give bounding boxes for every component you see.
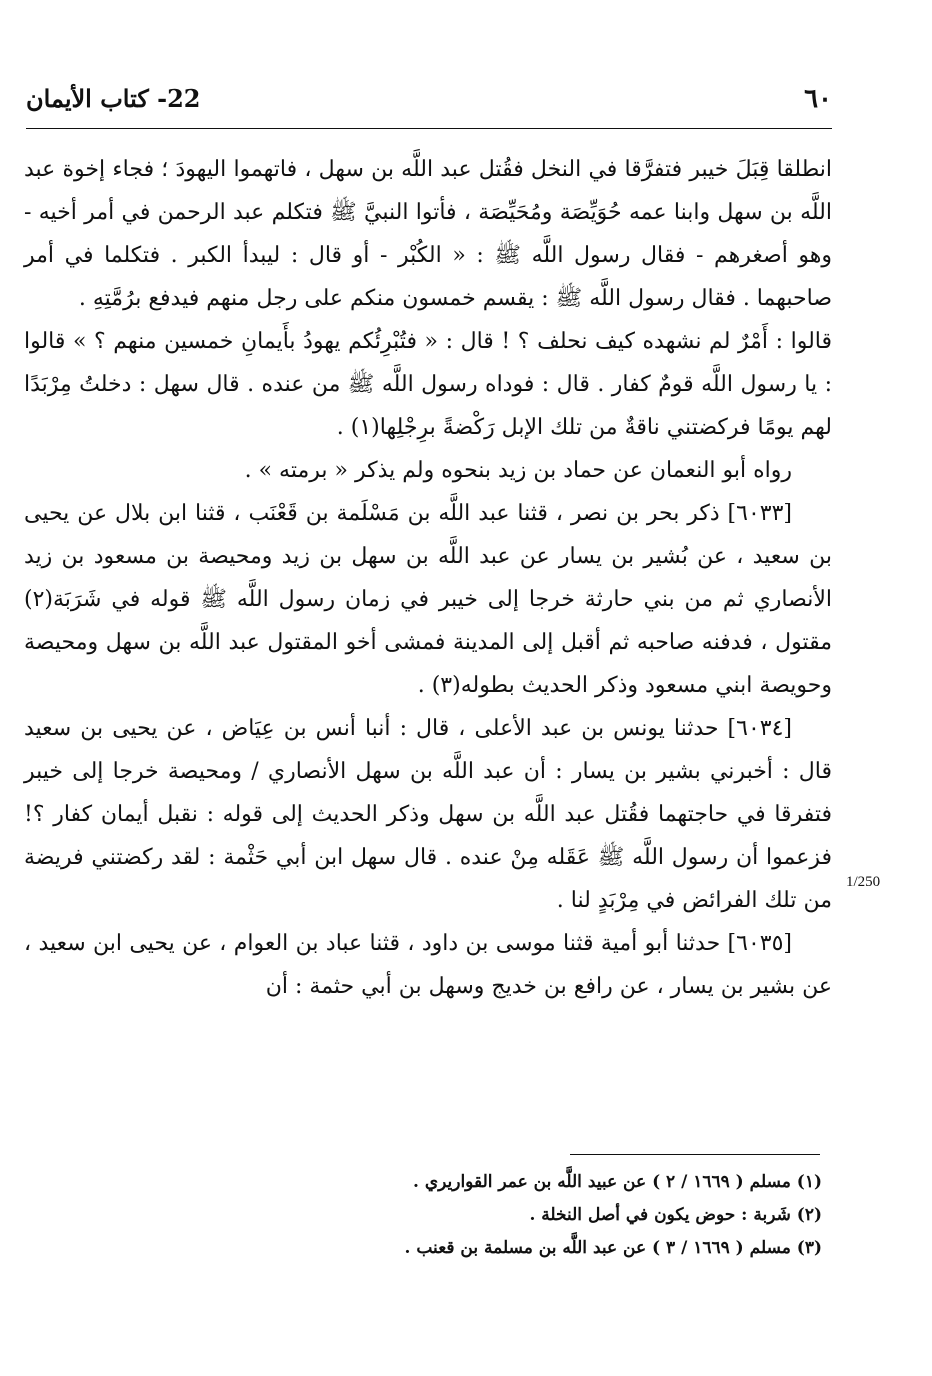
footnote-1: (١) مسلم ( ١٦٦٩ / ٢ ) عن عبيد اللَّه بن عمر القواريري . <box>413 1172 822 1192</box>
hadith-6034: [٦٠٣٤] حدثنا يونس بن عبد الأعلى ، قال : أنبا أنس بن عِيَاض ، عن يحيى بن سعيد قال : أخبرني بشير بن يسار : أن عبد اللَّه بن سهل الأنصاري / ومحيصة خرجا إلى خيبر فتفرقا في حاجتهما فقُتل عبد اللَّه بن سهل وذكر الحديث إلى قوله : نقبل أيمان كفار ؟! فزعموا أن رسول اللَّه ﷺ عَقَله مِنْ عنده . قال سهل ابن أبي حَثْمة : لقد ركضتني فريضة من تلك الفرائض في مِرْبَدٍ لنا . <box>24 716 832 913</box>
footnotes <box>300 1166 822 1265</box>
footnote-divider <box>570 1154 820 1155</box>
paragraph-2: قالوا : أَمْرٌ لم نشهده كيف نحلف ؟ ! قال : « فتُبْرِئُكم يهودُ بأَيمانِ خمسين منهم ؟ » قالوا : يا رسول اللَّه قومٌ كفار . قال : فوداه رسول اللَّه ﷺ من عنده . قال سهل : دخلتُ مِرْبَدًا لهم يومًا فركضتني ناقةٌ من تلك الإبل رَكْضةً برِجْلِها(١) . <box>24 329 832 440</box>
footnote-3: (٣) مسلم ( ١٦٦٩ / ٣ ) عن عبد اللَّه بن مسلمة بن قعنب . <box>404 1238 822 1258</box>
paragraph-3: رواه أبو النعمان عن حماد بن زيد بنحوه ولم يذكر « برمته » . <box>244 458 792 483</box>
chapter-title: 22- كتاب الأيمان <box>26 84 201 113</box>
hadith-6033: [٦٠٣٣] ذكر بحر بن نصر ، قثنا عبد اللَّه بن مَسْلَمة بن قَعْنَب ، قثنا ابن بلال عن يحيى بن سعيد ، عن بُشير بن يسار عن عبد اللَّه بن سهل بن زيد ومحيصة بن مسعود بن زيد الأنصاري ثم من بني حارثة خرجا إلى خيبر في زمان رسول اللَّه ﷺ قوله في شَرَبَة(٢) مقتول ، فدفنه صاحبه ثم أقبل إلى المدينة فمشى أخو المقتول عبد اللَّه بن سهل ومحيصة وحويصة ابني مسعود وذكر الحديث بطوله(٣) . <box>24 501 832 698</box>
hadith-6035: [٦٠٣٥] حدثنا أبو أمية قثنا موسى بن داود ، قثنا عباد بن العوام ، عن يحيى ابن سعيد ، عن بشير بن يسار ، عن رافع بن خديج وسهل بن أبي حثمة : أن <box>24 931 832 999</box>
page-number: ٦٠ <box>804 84 832 114</box>
footnote-2: (٢) شَربة : حوض يكون في أصل النخلة . <box>529 1205 822 1225</box>
header-divider <box>26 128 832 129</box>
paragraph-1: انطلقا قِبَلَ خيبر فتفرَّقا في النخل فقُتل عبد اللَّه بن سهل ، فاتهموا اليهودَ ؛ فجاء إخوة عبد اللَّه بن سهل وابنا عمه حُوَيِّصَة ومُحَيِّصَة ، فأتوا النبيَّ ﷺ فتكلم عبد الرحمن في أمر أخيه - وهو أصغرهم - فقال رسول اللَّه ﷺ : « الكُبْر - أو قال : ليبدأ الكبر . فتكلما في أمر صاحبهما . فقال رسول اللَّه ﷺ : يقسم خمسون منكم على رجل منهم فيدفع برُمَّتِهِ . <box>24 157 832 311</box>
margin-folio-note: 1/250 <box>846 874 881 890</box>
page-header <box>26 78 832 118</box>
main-text <box>24 148 832 1008</box>
